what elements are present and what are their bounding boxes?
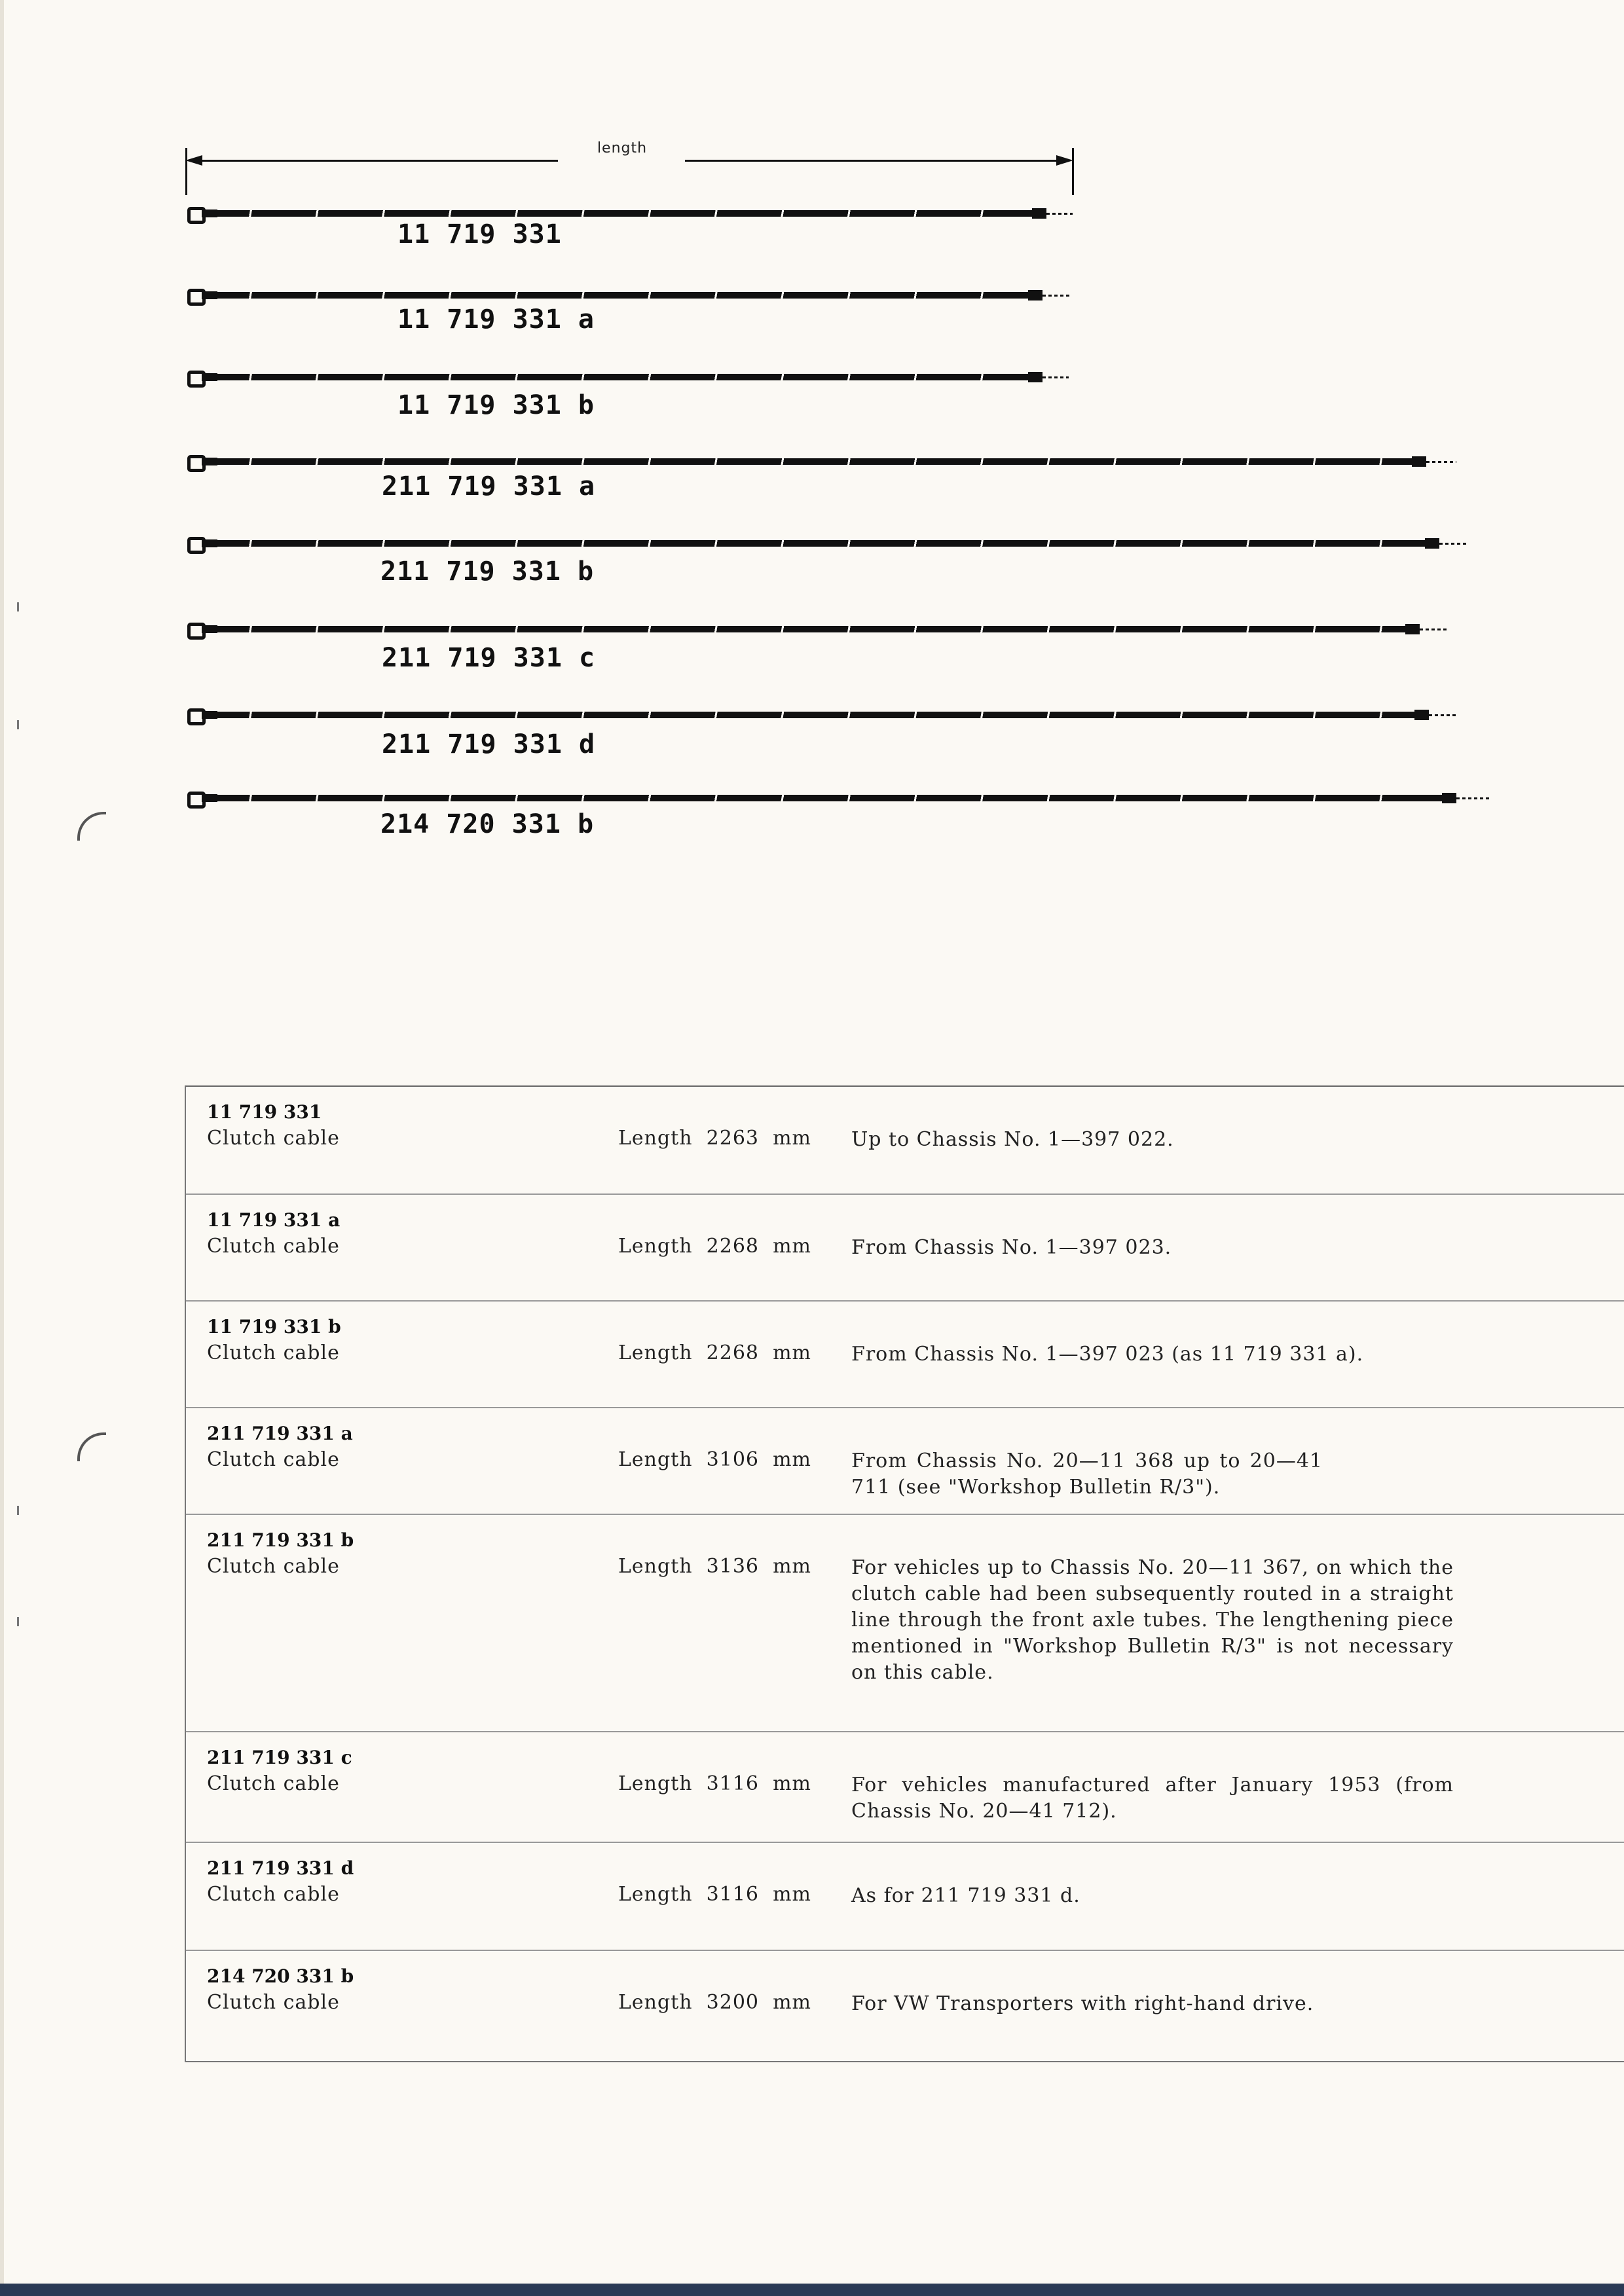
part-description: Clutch cable: [207, 1883, 340, 1906]
cable-drawing: [187, 710, 1460, 719]
part-note: From Chassis No. 20—11 368 up to 20—41 711 (see "Workshop Bulletin R/3").: [851, 1449, 1323, 1499]
part-length: Length 3200 mm: [618, 1991, 811, 2014]
part-note: From Chassis No. 1—397 023.: [851, 1236, 1172, 1259]
table-row: [186, 1951, 1624, 2060]
part-number: 211 719 331 c: [207, 1747, 352, 1768]
part-length: Length 3106 mm: [618, 1448, 811, 1471]
margin-mark: [17, 720, 19, 729]
part-number: 211 719 331 a: [207, 1423, 353, 1444]
part-number: 11 719 331 b: [207, 1316, 341, 1338]
part-number: 214 720 331 b: [207, 1965, 354, 1987]
margin-mark: [17, 1506, 19, 1515]
cable-drawing: [187, 290, 1078, 299]
cable-part-label: 11 719 331 b: [397, 390, 595, 420]
cable-drawing: [187, 456, 1458, 465]
part-description: Clutch cable: [207, 1555, 340, 1578]
cable-part-label: 11 719 331 a: [397, 304, 595, 335]
part-description: Clutch cable: [207, 1127, 340, 1150]
table-row: [186, 1408, 1624, 1515]
part-length: Length 2268 mm: [618, 1235, 811, 1258]
part-description: Clutch cable: [207, 1772, 340, 1795]
table-row: [186, 1087, 1624, 1195]
cable-drawing: [187, 538, 1471, 547]
cable-drawing: [187, 372, 1078, 381]
dimension-arrow-right: [1056, 155, 1073, 166]
cable-part-label: 211 719 331 b: [380, 556, 595, 587]
part-description: Clutch cable: [207, 1235, 340, 1258]
cable-part-label: 11 719 331: [397, 219, 562, 249]
cable-part-label: 214 720 331 b: [380, 809, 595, 839]
table-row: [186, 1302, 1624, 1408]
part-note: For vehicles manufactured after January 1953 (from Chassis No. 20—41 712).: [851, 1774, 1454, 1823]
parts-table: [185, 1085, 1624, 2062]
margin-mark: [17, 602, 19, 611]
dimension-line-left: [196, 160, 558, 162]
part-note: For vehicles up to Chassis No. 20—11 367, on which the clutch cable had been subsequently routed in a straight line through the front axle tubes. The lengthening piece mentioned in "Workshop Bulletin R/3" is not necessary on this cable.: [851, 1556, 1454, 1684]
cable-part-label: 211 719 331 c: [382, 643, 596, 673]
part-length: Length 3116 mm: [618, 1772, 811, 1795]
cable-part-label: 211 719 331 d: [382, 729, 596, 759]
cable-drawing: [187, 208, 1078, 217]
part-note: For VW Transporters with right-hand drive.: [851, 1992, 1314, 2015]
cable-drawing: [187, 793, 1490, 802]
page-edge: [0, 0, 4, 2296]
cable-drawing: [187, 624, 1451, 633]
part-description: Clutch cable: [207, 1448, 340, 1471]
part-number: 11 719 331 a: [207, 1209, 341, 1231]
part-length: Length 3136 mm: [618, 1555, 811, 1578]
margin-mark: [17, 1617, 19, 1626]
part-number: 211 719 331 d: [207, 1857, 354, 1879]
table-row: [186, 1843, 1624, 1951]
part-number: 11 719 331: [207, 1101, 322, 1123]
table-row: [186, 1195, 1624, 1302]
part-note: From Chassis No. 1—397 023 (as 11 719 331 a).: [851, 1343, 1364, 1366]
part-description: Clutch cable: [207, 1991, 340, 2014]
dimension-line-right: [685, 160, 1058, 162]
dimension-label: length: [597, 140, 648, 156]
punch-hole: [77, 1432, 106, 1461]
punch-hole: [77, 812, 106, 841]
part-note: As for 211 719 331 d.: [851, 1884, 1080, 1907]
part-note: Up to Chassis No. 1—397 022.: [851, 1128, 1174, 1151]
part-number: 211 719 331 b: [207, 1529, 354, 1551]
part-length: Length 2263 mm: [618, 1127, 811, 1150]
part-length: Length 3116 mm: [618, 1883, 811, 1906]
table-row: [186, 1732, 1624, 1843]
page-bottom-edge: [0, 2284, 1624, 2296]
cable-part-label: 211 719 331 a: [382, 471, 596, 501]
part-length: Length 2268 mm: [618, 1341, 811, 1364]
table-row: [186, 1515, 1624, 1732]
part-description: Clutch cable: [207, 1341, 340, 1364]
